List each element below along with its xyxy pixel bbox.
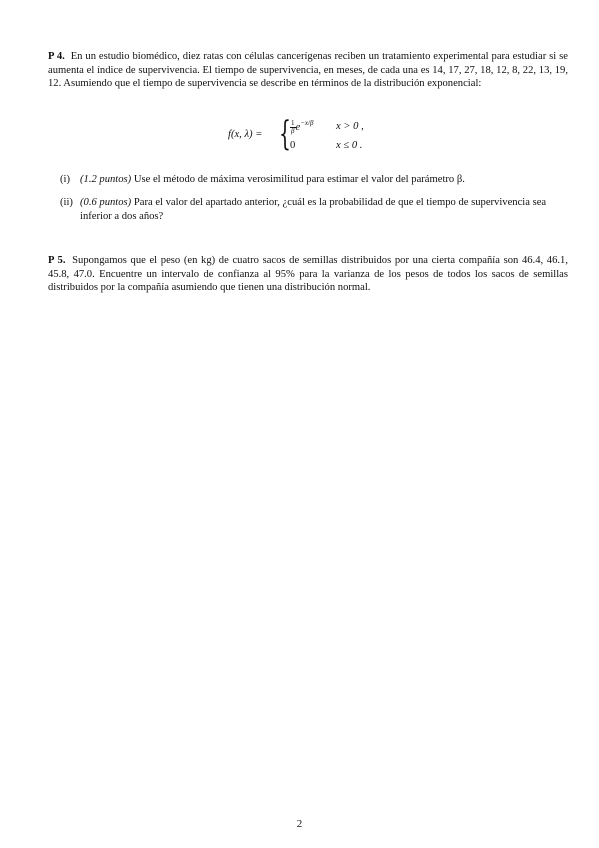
formula-case2-expr: 0 [290,140,296,151]
problem-5-text: Supongamos que el peso (en kg) de cuatro sacos de semillas distribuidos por una cierta compañía son 46.4, 46.1, 45.8, 47.0. Encuentre un intervalo de confianza al 95% para la varianza de los pesos de todos los sacos de semillas distribuidos por la compañía asumiendo que tienen una distribución normal. [48,255,568,294]
formula-exp-base: e [295,122,301,133]
formula-lhs: f(x, λ) = [228,129,263,140]
problem-5-label: P 5. [48,255,66,266]
item-i-points: (1.2 puntos) [80,174,132,185]
problem-4-label: P 4. [48,51,65,62]
problem-4 [48,50,568,91]
formula-case1-condition: x > 0 , [336,121,364,132]
fraction-denominator: β [291,127,295,136]
item-ii-points: (0.6 puntos) [80,197,132,208]
problem-4-text: En un estudio biomédico, diez ratas con células cancerígenas reciben un tratamiento experimental para estudiar si se aumenta el índice de supervivencia. El tiempo de supervivencia, en meses, de cada una es 14, 17, 27, 18, 12, 8, 22, 13, 19, 12. Asumiendo que el tiempo de supervivencia se describe en términos de la distribución exponencial: [48,51,568,90]
formula-case2-condition: x ≤ 0 . [336,140,363,151]
formula-exponent: −x/β [300,119,314,127]
item-i-text: Use el método de máxima verosimilitud para estimar el valor del parámetro β. [133,174,465,185]
page-number: 2 [296,818,303,830]
item-i-label: (i) [60,174,70,185]
item-ii-body [80,196,568,223]
fraction-numerator: 1 [291,119,295,128]
item-ii-label: (ii) [60,197,73,208]
problem-5 [48,254,568,295]
formula-case1-expr [290,119,313,135]
item-ii-text: Para el valor del apartado anterior, ¿cuál es la probabilidad de que el tiempo de supervivencia sea inferior a dos años? [80,197,547,222]
exponential-density-formula [228,116,428,156]
item-i-body [80,173,568,187]
formula-brace: { [279,114,291,154]
